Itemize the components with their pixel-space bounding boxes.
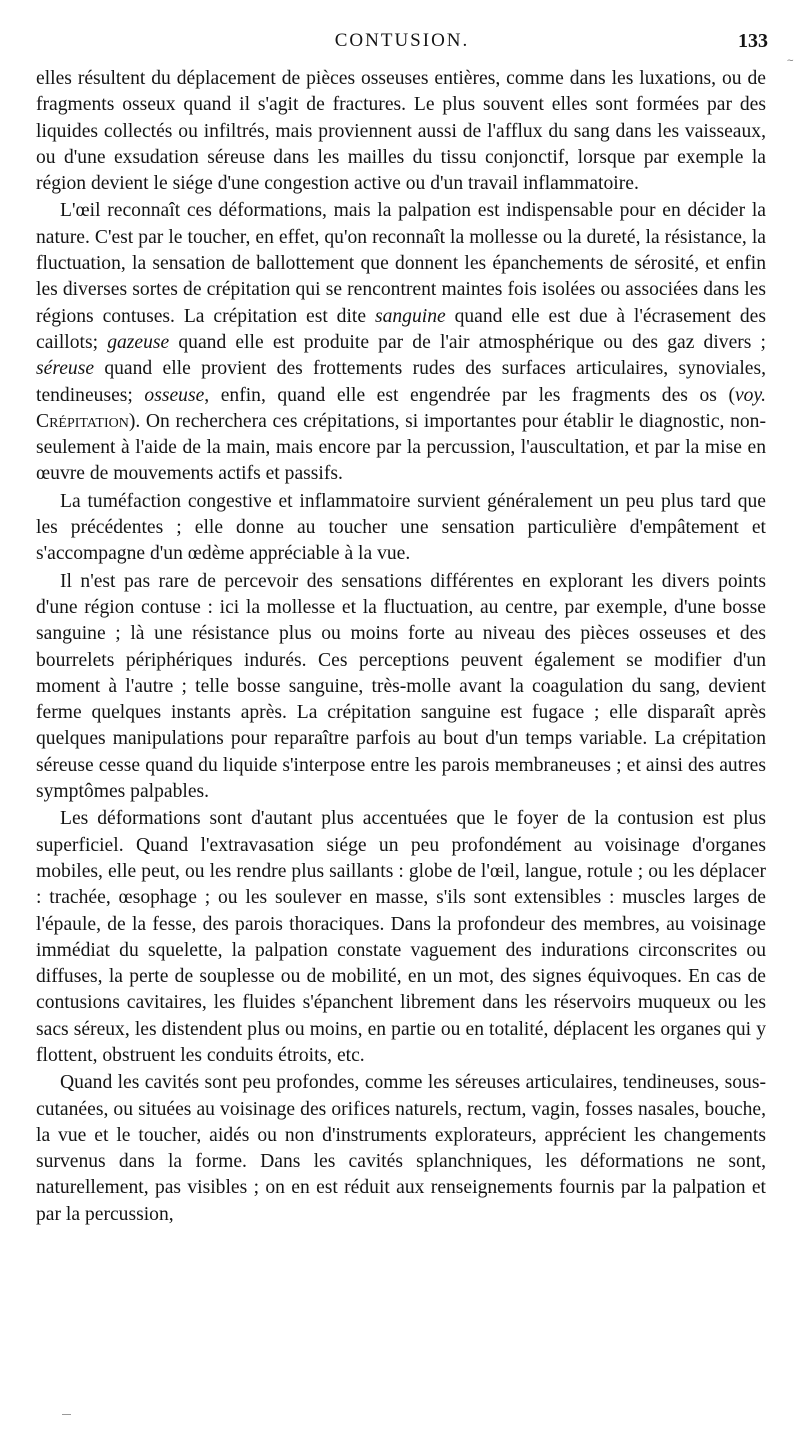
margin-mark: ~ (786, 56, 794, 66)
text-run: , enfin, quand elle est engendrée par les fragments des os ( (204, 384, 735, 406)
footer-dash (62, 1414, 71, 1415)
text-run: quand elle est due à l'écrasement des caillots; (36, 305, 766, 353)
paragraph (36, 1070, 766, 1228)
text-run: elles résultent du déplacement de pièces osseuses entières, comme dans les luxations, ou de fragments osseux quand il s'agit de fractures. Le plus souvent elles sont formées par des liquides collectés ou infiltrés, mais proviennent aussi de l'afflux du sang dans les vaisseaux, ou d'une exsudation séreuse dans les mailles du tissu conjonctif, lorsque par exemple la région devient le siége d'une congestion active ou d'un travail inflammatoire. (36, 68, 766, 195)
page-number: 133 (738, 30, 768, 52)
text-run: quand elle est produite par de l'air atmosphérique ou des gaz divers ; (169, 331, 766, 353)
text-run: L'œil reconnaît ces déformations, mais la palpation est indispensable pour en décider la nature. C'est par le toucher, en effet, qu'on reconnaît la mollesse ou la dureté, la résistance, la fluctuation, la sensation de ballottement que donnent les épanchements de sérosité, et enfin les diverses sortes de crépitation qui se rencontrent maintes fois isolées ou associées dans les régions contuses. La crépitation est dite (36, 200, 766, 327)
text-run: Il n'est pas rare de percevoir des sensations différentes en explorant les divers points d'une région contuse : ici la mollesse et la fluctuation, au centre, par exemple, d'une bosse sanguine ; là une résistance plus ou moins forte au niveau des pièces osseuses et des bourrelets périphériques indurés. Ces perceptions peuvent également se modifier d'un moment à l'autre ; telle bosse sanguine, très-molle avant la coagulation du sang, devient ferme quelques instants après. La crépitation sanguine est fugace ; elle disparaît après quelques manipulations pour reparaître parfois au bout d'un temps variable. La crépitation séreuse cesse quand du liquide s'interpose entre les parois membraneuses ; et ainsi des autres symptômes palpables. (36, 570, 766, 803)
paragraph (36, 569, 766, 806)
italic-term: voy. (734, 384, 766, 406)
body-text (36, 66, 766, 1228)
italic-term: séreuse (36, 358, 95, 380)
text-run: Les déformations sont d'autant plus accentuées que le foyer de la contusion est plus superficiel. Quand l'extravasation siége un peu profondément au voisinage d'organes mobiles, elle peut, ou les rendre plus saillants : globe de l'œil, langue, rotule ; ou les déplacer : trachée, œsophage ; ou les soulever en masse, s'ils sont extensibles : muscles larges de l'épaule, de la fesse, des parois thoraciques. Dans la profondeur des membres, au voisinage immédiat du squelette, la palpation constate vaguement des indurations circonscrites ou diffuses, la perte de souplesse ou de mobilité, en un mot, des signes équivoques. En cas de contusions cavitaires, les fluides s'épanchent librement dans les réservoirs muqueux ou les sacs séreux, les distendent plus ou moins, en partie ou en totalité, déplacent les organes qui y flottent, obstruent les conduits étroits, etc. (36, 808, 766, 1066)
cross-reference: Crépitation (36, 410, 129, 432)
text-run: quand elle provient des frottements rudes des surfaces articulaires, synoviales, tendineuses; (36, 358, 766, 406)
text-run: ). On recherchera ces crépitations, si importantes pour établir le diagnostic, non-seulement à l'aide de la main, mais encore par la percussion, l'auscultation, et par la mise en œuvre de mouvements actifs et passifs. (36, 410, 766, 485)
italic-term: osseuse (144, 384, 205, 406)
paragraph (36, 198, 766, 487)
text-run: Quand les cavités sont peu profondes, comme les séreuses articulaires, tendineuses, sous-cutanées, ou situées au voisinage des orifices naturels, rectum, vagin, fosses nasales, bouche, la vue et le toucher, aidés ou non d'instruments explorateurs, apprécient les changements survenus dans la forme. Dans les cavités splanchniques, les déformations ne sont, naturellement, pas visibles ; on en est réduit aux renseignements fournis par la palpation et par la percussion, (36, 1072, 766, 1225)
text-run: La tuméfaction congestive et inflammatoire survient généralement un peu plus tard que les précédentes ; elle donne au toucher une sensation particulière d'empâtement et s'accompagne d'un œdème appréciable à la vue. (36, 490, 766, 565)
paragraph (36, 66, 766, 197)
running-title: CONTUSION. (334, 30, 470, 51)
italic-term: sanguine (374, 305, 446, 327)
paragraph (36, 806, 766, 1069)
italic-term: gazeuse (107, 331, 170, 353)
page-header (36, 30, 768, 58)
paragraph (36, 489, 766, 568)
